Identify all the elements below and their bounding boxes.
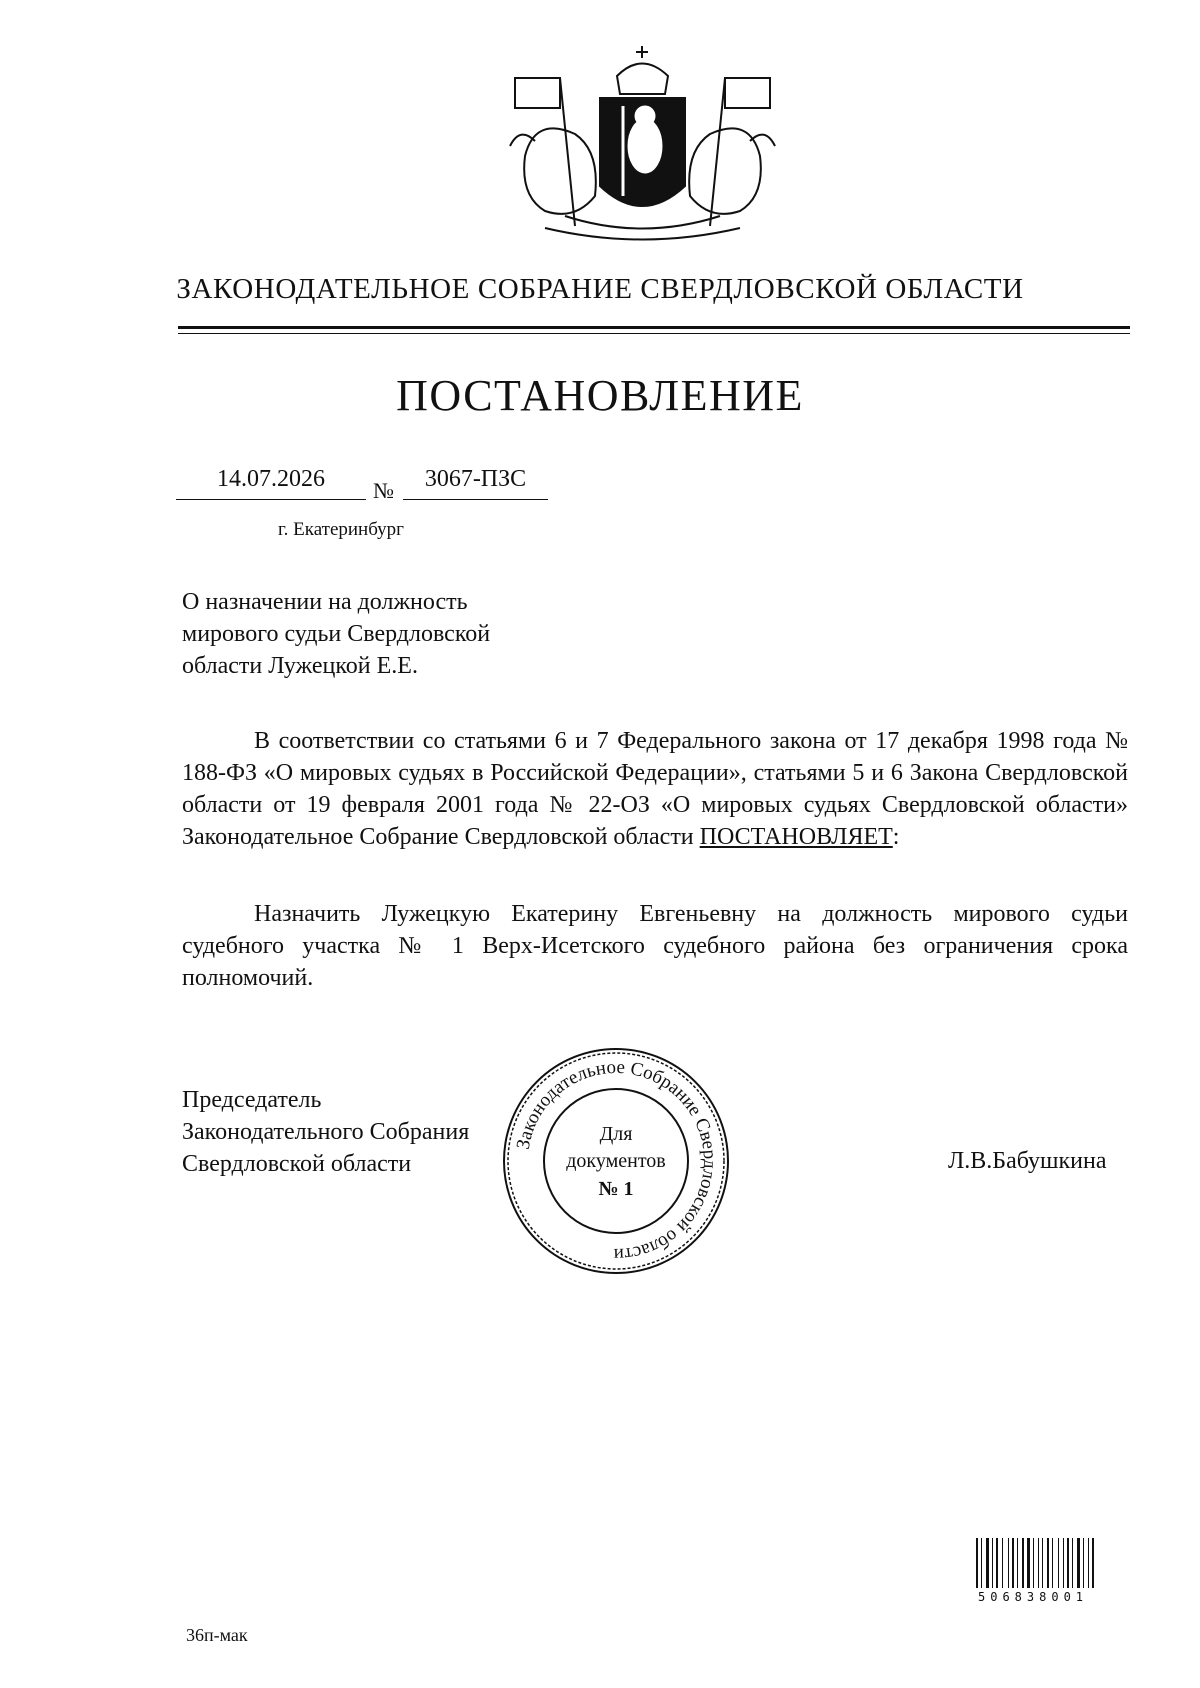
document-type-heading: ПОСТАНОВЛЕНИЕ [396, 371, 804, 420]
subject-line: О назначении на должность [182, 589, 468, 615]
document-date: 14.07.2026 [217, 466, 325, 492]
decision-paragraph: Назначить Лужецкую Екатерину Евгеньевну на должность мирового судьи судебного участка № 1 Верх-Исетского судебного района без ограничения срока полномочий. [182, 901, 1128, 991]
barcode-bar [1017, 1538, 1018, 1588]
coat-of-arms-emblem [505, 46, 780, 246]
official-seal-stamp [500, 1045, 732, 1277]
document-subject [182, 586, 602, 682]
barcode-bar [1002, 1538, 1003, 1588]
barcode [976, 1538, 1126, 1588]
signatory-title-line: Законодательного Собрания [182, 1119, 470, 1145]
barcode-bar [1063, 1538, 1064, 1588]
signatory-name: Л.В.Бабушкина [948, 1148, 1107, 1174]
date-underline [176, 499, 366, 500]
barcode-bar [1042, 1538, 1043, 1588]
barcode-bar [1067, 1538, 1069, 1588]
barcode-bar [1077, 1538, 1080, 1588]
barcode-digits: 506838001 [978, 1590, 1089, 1604]
seal-center-line: документов [566, 1150, 666, 1172]
city-of-issue: г. Екатеринбург [278, 519, 404, 540]
barcode-bar [1027, 1538, 1030, 1588]
barcode-bar [1058, 1538, 1059, 1588]
barcode-bar [986, 1538, 989, 1588]
barcode-bar [1038, 1538, 1039, 1588]
number-underline [403, 499, 548, 500]
header-rule-thick [178, 326, 1130, 329]
header-rule-thin [178, 333, 1130, 334]
subject-line: мирового судьи Свердловской [182, 621, 491, 647]
barcode-bar [1033, 1538, 1034, 1588]
barcode-bar [1022, 1538, 1024, 1588]
barcode-bar [1008, 1538, 1009, 1588]
seal-ring-text: Законодательное Собрание Свердловской области [512, 1056, 721, 1266]
signatory-title [182, 1084, 542, 1180]
signatory-title-line: Свердловской области [182, 1151, 412, 1177]
barcode-bar [1088, 1538, 1089, 1588]
organization-name: ЗАКОНОДАТЕЛЬНОЕ СОБРАНИЕ СВЕРДЛОВСКОЙ ОБЛАСТИ [176, 273, 1024, 305]
seal-center-line: Для [599, 1123, 633, 1145]
seal-center-line: № 1 [598, 1178, 634, 1200]
barcode-bar [1012, 1538, 1014, 1588]
barcode-bar [996, 1538, 998, 1588]
number-sign: № [373, 478, 394, 503]
preamble-paragraph [182, 725, 1128, 853]
subject-line: области Лужецкой Е.Е. [182, 653, 418, 679]
barcode-bar [1047, 1538, 1049, 1588]
barcode-bar [1083, 1538, 1084, 1588]
barcode-bar [1052, 1538, 1053, 1588]
barcode-bar [976, 1538, 978, 1588]
barcode-bar [1092, 1538, 1094, 1588]
footer-code: 36п-мак [186, 1625, 248, 1645]
preamble-text: В соответствии со статьями 6 и 7 Федерального закона от 17 декабря 1998 года № 188-ФЗ «О мировых судьях в Российской Федерации», статьями 5 и 6 Закона Свердловской области от 19 февраля 2001 года № 22-ОЗ «О мировых судьях Свердловской области» Законодательное Собрание Свердловской области [182, 728, 1128, 850]
resolves-colon: : [892, 824, 900, 850]
signatory-title-line: Председатель [182, 1087, 322, 1113]
resolves-word: ПОСТАНОВЛЯЕТ [699, 824, 893, 850]
document-number: 3067-ПЗС [424, 466, 527, 492]
barcode-bar [981, 1538, 982, 1588]
barcode-bar [1072, 1538, 1073, 1588]
barcode-bar [992, 1538, 993, 1588]
